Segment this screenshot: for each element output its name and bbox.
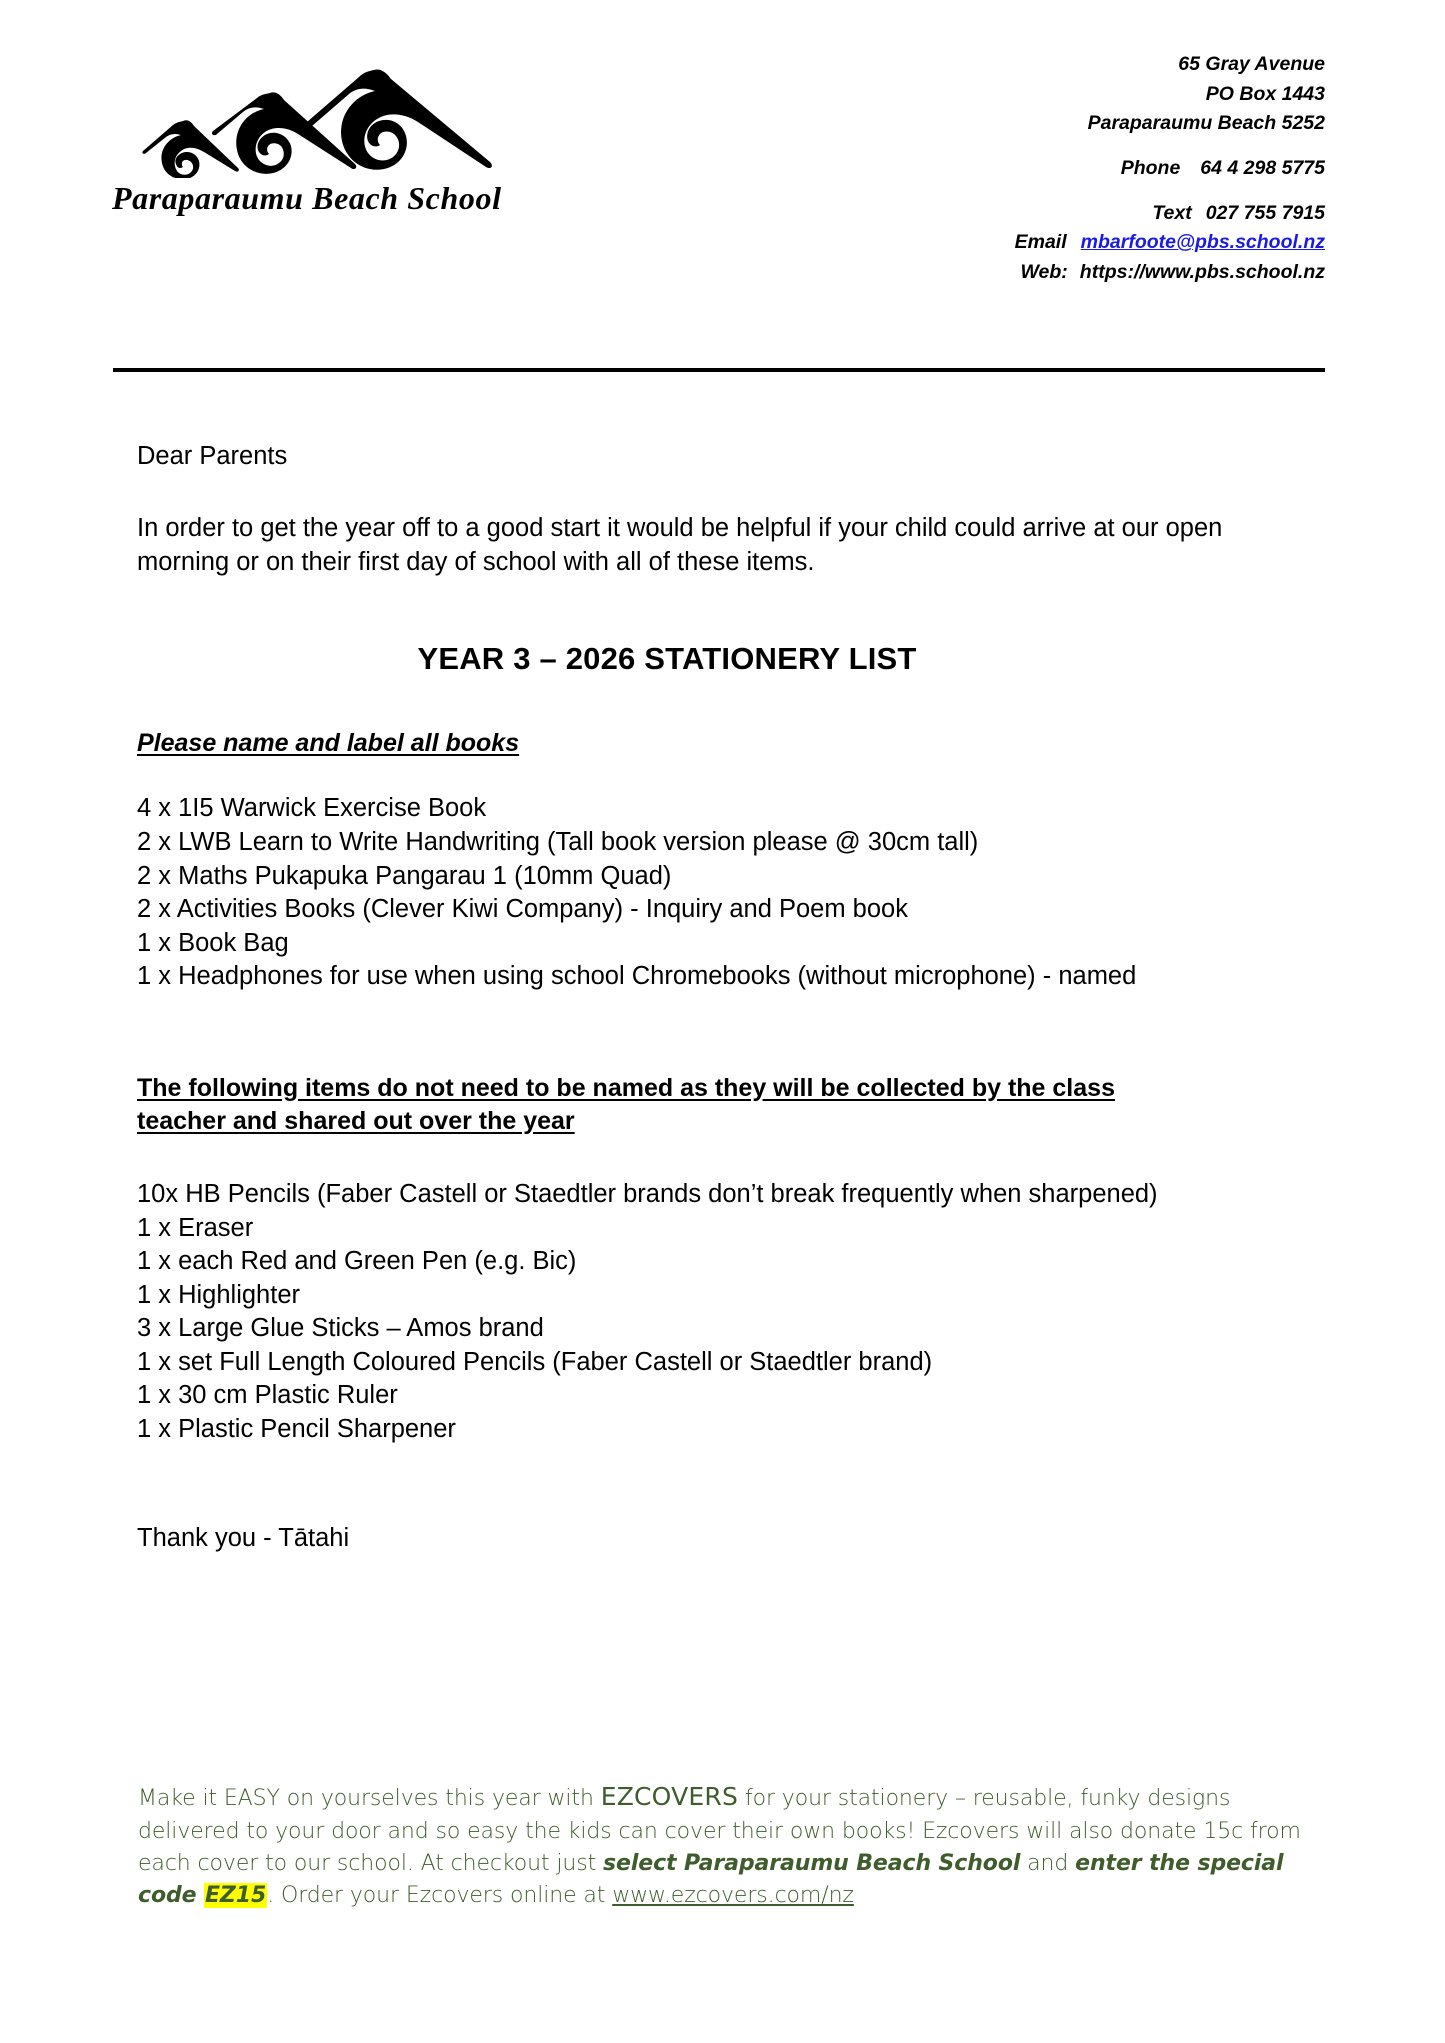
promo-code-highlight: EZ15 — [204, 1882, 267, 1908]
named-items-list — [137, 792, 1337, 993]
list-item: 3 x Large Glue Sticks – Amos brand — [137, 1314, 544, 1343]
list-item: 1 x 30 cm Plastic Ruler — [137, 1381, 398, 1410]
salutation: Dear Parents — [137, 442, 288, 470]
list-item: 4 x 1I5 Warwick Exercise Book — [137, 794, 487, 823]
email-link[interactable]: mbarfoote@pbs.school.nz — [1080, 231, 1325, 254]
text-row — [1015, 199, 1325, 229]
email-row — [1015, 228, 1325, 258]
address-line-1: 65 Gray Avenue — [1178, 53, 1325, 75]
promo-text-part-3: and — [1020, 1850, 1076, 1876]
contact-details — [1015, 50, 1325, 287]
header-divider-rule — [113, 368, 1325, 372]
list-item: 1 x set Full Length Coloured Pencils (Faber Castell or Staedtler brand) — [137, 1347, 933, 1376]
address-line-2: PO Box 1443 — [1205, 82, 1325, 105]
phone-row — [1015, 154, 1325, 184]
intro-paragraph: In order to get the year off to a good start it would be helpful if your child could arrive at our open morning or on their first day of school with all of these items. — [137, 513, 1223, 576]
promo-text-part-2: for your stationery – reusable, funky designs delivered to your door and so easy the kids can cover their own books! Ezcovers will also donate 15c from each cover to our school. At checkout just — [138, 1786, 1301, 1876]
phone-value: 64 4 298 5775 — [1200, 156, 1325, 179]
ezcovers-brand-name: EZCOVERS — [600, 1782, 739, 1811]
shared-items-heading — [137, 1072, 1197, 1139]
spacer — [1015, 139, 1325, 154]
ezcovers-url-link[interactable]: www.ezcovers.com/nz — [612, 1882, 854, 1908]
shared-items-heading-text: The following items do not need to be named as they will be collected by the class teacher and shared out over the year — [137, 1073, 1115, 1135]
web-label: Web: — [1020, 260, 1068, 283]
web-row — [1015, 258, 1325, 288]
list-item: 2 x Activities Books (Clever Kiwi Company) - Inquiry and Poem book — [137, 895, 908, 924]
text-label: Text — [1152, 201, 1192, 224]
list-item: 2 x LWB Learn to Write Handwriting (Tall book version please @ 30cm tall) — [137, 828, 979, 856]
promo-text-part-1: Make it EASY on yourselves this year with — [138, 1786, 601, 1811]
letter-body — [137, 440, 1337, 1553]
koru-wave-mountains-logo-icon — [112, 60, 512, 178]
list-item: 1 x Highlighter — [137, 1280, 300, 1309]
page-title: YEAR 3 – 2026 STATIONERY LIST — [417, 641, 917, 677]
list-item: 1 x Book Bag — [137, 928, 289, 957]
list-item: 1 x Plastic Pencil Sharpener — [137, 1414, 456, 1443]
ezcovers-promo — [138, 1779, 1338, 1912]
promo-text-part-4: . Order your Ezcovers online at — [267, 1882, 613, 1908]
school-logo — [112, 60, 612, 217]
school-name-wordmark: Paraparaumu Beach School — [112, 180, 502, 216]
promo-emphasis-select-school: select Paraparaumu Beach School — [603, 1850, 1021, 1876]
list-item: 1 x Eraser — [137, 1213, 254, 1242]
list-item: 1 x Headphones for use when using school Chromebooks (without microphone) - named — [137, 962, 1137, 991]
text-value: 027 755 7915 — [1205, 201, 1325, 224]
list-item: 10x HB Pencils (Faber Castell or Staedtler brands don’t break frequently when sharpened) — [137, 1180, 1158, 1209]
promo-emphasis-special-code: enter the special code — [138, 1850, 1284, 1908]
signoff: Thank you - Tātahi — [137, 1524, 350, 1553]
list-item: 1 x each Red and Green Pen (e.g. Bic) — [137, 1247, 577, 1276]
list-item: 2 x Maths Pukapuka Pangarau 1 (10mm Quad) — [137, 861, 672, 890]
phone-label: Phone — [1120, 156, 1181, 179]
web-value: https://www.pbs.school.nz — [1079, 260, 1325, 283]
spacer — [1015, 184, 1325, 199]
letterhead-header — [0, 0, 1445, 300]
email-label: Email — [1014, 231, 1067, 254]
name-books-subheading: Please name and label all books — [137, 729, 520, 758]
address-line-3: Paraparaumu Beach 5252 — [1087, 112, 1325, 135]
shared-items-list — [137, 1178, 1337, 1446]
